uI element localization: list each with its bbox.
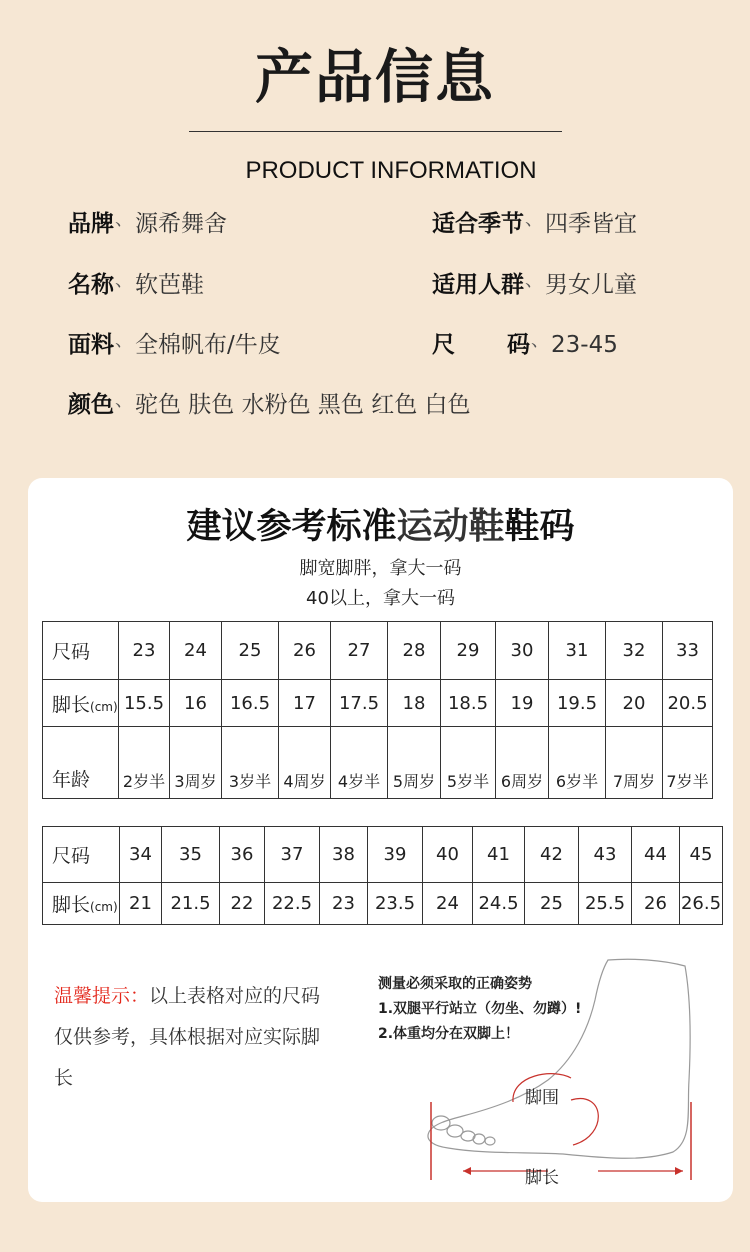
separator: 、 [525, 209, 543, 230]
material-label: 面料 [68, 332, 114, 358]
length-cell: 24 [423, 883, 473, 925]
size-cell: 41 [473, 827, 525, 883]
length-cell: 16 [170, 680, 222, 727]
age-cell: 4周岁 [279, 727, 331, 799]
age-cell: 5周岁 [388, 727, 441, 799]
diagram-line1: 测量必须采取的正确姿势 [378, 976, 532, 992]
note-large-sizes: 40以上，拿大一码 [306, 588, 455, 609]
size-header: 尺码 [43, 827, 120, 883]
size-table-small [42, 621, 713, 799]
card-title-highlight: 运动鞋 [396, 506, 505, 547]
length-row [43, 680, 713, 727]
color-label: 颜色 [68, 392, 114, 418]
size-cell: 39 [368, 827, 423, 883]
size-cell: 40 [423, 827, 473, 883]
length-cell: 19 [496, 680, 549, 727]
diagram-line3: 2.体重均分在双脚上！ [378, 1026, 520, 1042]
size-cell: 27 [331, 622, 388, 680]
length-cell: 17 [279, 680, 331, 727]
size-table-large [42, 826, 723, 925]
arrowhead-right-icon [675, 1167, 683, 1175]
separator: 、 [531, 330, 549, 351]
size-cell: 34 [120, 827, 162, 883]
info-material [68, 326, 281, 359]
separator: 、 [115, 330, 133, 351]
age-cell: 3周岁 [170, 727, 222, 799]
age-cell: 2岁半 [119, 727, 170, 799]
card-title-part3: 鞋码 [504, 507, 575, 547]
size-cell: 38 [320, 827, 368, 883]
size-cell: 28 [388, 622, 441, 680]
size-cell: 35 [162, 827, 220, 883]
info-name [68, 266, 204, 299]
size-cell: 23 [119, 622, 170, 680]
separator: 、 [525, 270, 543, 291]
separator: 、 [115, 390, 133, 411]
length-cell: 25 [525, 883, 579, 925]
length-row [43, 883, 723, 925]
page-subtitle: PRODUCT INFORMATION [245, 157, 537, 184]
girth-arc-lower [571, 1099, 598, 1145]
length-cell: 26.5 [680, 883, 723, 925]
age-row [43, 727, 713, 799]
age-cell: 7岁半 [663, 727, 713, 799]
length-unit: (cm) [90, 900, 118, 914]
size-cell: 44 [632, 827, 680, 883]
size-cell: 36 [220, 827, 265, 883]
length-cell: 24.5 [473, 883, 525, 925]
info-color [68, 386, 471, 419]
size-cell: 24 [170, 622, 222, 680]
card-title [28, 498, 733, 549]
size-cell: 29 [441, 622, 496, 680]
name-value: 软芭鞋 [135, 272, 204, 298]
season-label: 适合季节 [432, 211, 524, 237]
size-cell: 25 [222, 622, 279, 680]
season-value: 四季皆宜 [545, 211, 637, 237]
age-cell: 6岁半 [549, 727, 606, 799]
age-cell: 6周岁 [496, 727, 549, 799]
size-guide-card [28, 478, 733, 1202]
note-wide-feet: 脚宽脚胖，拿大一码 [299, 558, 462, 579]
diagram-line2: 1.双腿平行站立（勿坐、勿蹲）! [378, 1001, 582, 1017]
age-cell: 4岁半 [331, 727, 388, 799]
length-cell: 15.5 [119, 680, 170, 727]
size-value: 23-45 [551, 332, 618, 358]
brand-value: 源希舞舍 [135, 211, 227, 237]
size-cell: 31 [549, 622, 606, 680]
size-cell: 32 [606, 622, 663, 680]
length-cell: 23 [320, 883, 368, 925]
length-cell: 19.5 [549, 680, 606, 727]
length-cell: 18 [388, 680, 441, 727]
length-cell: 20 [606, 680, 663, 727]
age-cell: 3岁半 [222, 727, 279, 799]
size-header: 尺码 [43, 622, 119, 680]
size-cell: 42 [525, 827, 579, 883]
name-label: 名称 [68, 272, 114, 298]
info-size [432, 326, 618, 359]
length-header: 脚长(cm) [43, 680, 119, 727]
length-cell: 22 [220, 883, 265, 925]
size-cell: 43 [579, 827, 632, 883]
age-cell: 7周岁 [606, 727, 663, 799]
separator: 、 [115, 270, 133, 291]
length-cell: 21.5 [162, 883, 220, 925]
length-cell: 22.5 [265, 883, 320, 925]
separator: 、 [115, 209, 133, 230]
arrowhead-left-icon [463, 1167, 471, 1175]
length-unit: (cm) [90, 699, 118, 714]
length-cell: 18.5 [441, 680, 496, 727]
tip-label: 温馨提示： [54, 985, 150, 1007]
size-label-2: 码 [507, 332, 530, 358]
title-divider [189, 131, 562, 132]
length-cell: 20.5 [663, 680, 713, 727]
length-cell: 21 [120, 883, 162, 925]
age-cell: 5岁半 [441, 727, 496, 799]
length-header: 脚长(cm) [43, 883, 120, 925]
info-season [432, 205, 637, 238]
length-cell: 25.5 [579, 883, 632, 925]
girth-label: 脚围 [525, 1088, 559, 1108]
size-row [43, 622, 713, 680]
info-brand [68, 205, 227, 238]
size-cell: 33 [663, 622, 713, 680]
size-cell: 26 [279, 622, 331, 680]
size-cell: 37 [265, 827, 320, 883]
tip-body: 以上表格对应的尺码仅供参考，具体根据对应实际脚长 [54, 985, 321, 1089]
length-label: 脚长 [525, 1168, 559, 1188]
people-value: 男女儿童 [545, 272, 637, 298]
size-cell: 45 [680, 827, 723, 883]
info-people [432, 266, 637, 299]
size-row [43, 827, 723, 883]
people-label: 适用人群 [432, 272, 524, 298]
length-cell: 17.5 [331, 680, 388, 727]
length-cell: 16.5 [222, 680, 279, 727]
length-cell: 26 [632, 883, 680, 925]
tip-text [54, 976, 334, 1099]
length-cell: 23.5 [368, 883, 423, 925]
size-cell: 30 [496, 622, 549, 680]
color-value: 驼色 肤色 水粉色 黑色 红色 白色 [135, 392, 471, 418]
age-header: 年龄 [43, 727, 119, 799]
size-label-1: 尺 [432, 332, 455, 358]
material-value: 全棉帆布/牛皮 [135, 332, 281, 358]
card-title-part1: 建议参考标准 [186, 507, 397, 547]
brand-label: 品牌 [68, 211, 114, 237]
page-title: 产品信息 [254, 43, 495, 111]
